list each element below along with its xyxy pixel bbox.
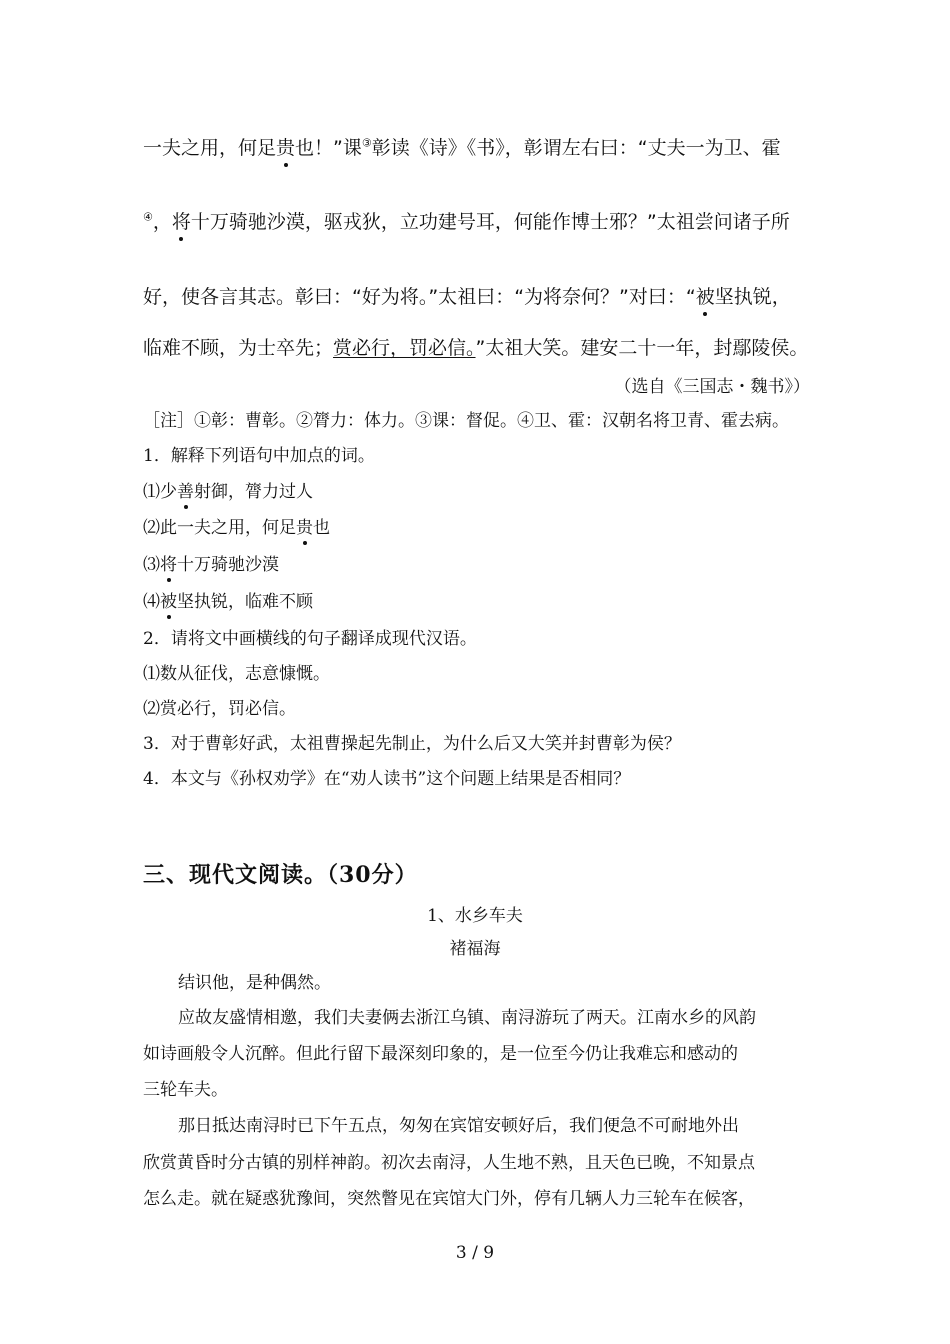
dotted-char: 贵 [296, 513, 313, 538]
dotted-char: 贵 [276, 133, 295, 160]
dotted-char: 将 [172, 207, 191, 234]
paragraph-2-line-3: 三轮车夫。 [143, 1080, 228, 1100]
passage-line-3: 好，使各言其志。彰曰：“好为将。”太祖曰：“为将奈何？”对曰：“被坚执锐， [143, 282, 791, 309]
underlined-sentence: 赏必行，罚必信。 [333, 337, 476, 359]
dotted-char: 被 [160, 587, 177, 612]
dotted-char: 被 [696, 282, 715, 309]
footnote-marker: ③ [361, 136, 372, 150]
passage-source: （选自《三国志・魏书》） [614, 377, 810, 397]
question-2: 2．请将文中画横线的句子翻译成现代汉语。 [143, 629, 477, 649]
question-2-2: ⑵赏必行，罚必信。 [143, 699, 296, 719]
article-author: 褚福海 [449, 939, 501, 959]
dotted-char: 将 [160, 550, 177, 575]
passage-line-1: 一夫之用，何足贵也！”课③彰读《诗》《书》，彰谓左右曰：“丈夫一为卫、霍 [143, 133, 781, 160]
paragraph-2-line-2: 如诗画般令人沉醉。但此行留下最深刻印象的，是一位至今仍让我难忘和感动的 [143, 1044, 738, 1064]
question-3: 3．对于曹彰好武，太祖曹操起先制止，为什么后又大笑并封曹彰为侯？ [143, 734, 681, 754]
paragraph-1: 结识他，是种偶然。 [178, 973, 331, 993]
question-1-1: ⑴少善射御，膂力过人 [143, 477, 313, 502]
paragraph-2-line-1: 应故友盛情相邀，我们夫妻俩去浙江乌镇、南浔游玩了两天。江南水乡的风韵 [178, 1008, 756, 1028]
passage-line-4: 临难不顾，为士卒先；赏必行，罚必信。”太祖大笑。建安二十一年，封鄢陵侯。 [143, 337, 809, 359]
passage-line-2: ④，将十万骑驰沙漠，驱戎狄，立功建号耳，何能作博士邪？”太祖尝问诸子所 [143, 207, 790, 234]
article-title: 1、水乡车夫 [427, 906, 523, 926]
question-1: 1．解释下列语句中加点的词。 [143, 446, 375, 466]
page-number: 3 / 9 [455, 1243, 495, 1263]
notes: ［注］①彰：曹彰。②膂力：体力。③课：督促。④卫、霍：汉朝名将卫青、霍去病。 [143, 411, 789, 431]
question-4: 4．本文与《孙权劝学》在“劝人读书”这个问题上结果是否相同？ [143, 769, 631, 789]
footnote-marker: ④ [143, 210, 153, 224]
paragraph-3-line-2: 欣赏黄昏时分古镇的别样神韵。初次去南浔，人生地不熟，且天色已晚，不知景点 [143, 1153, 755, 1173]
section-heading: 三、现代文阅读。（30分） [143, 862, 418, 888]
dotted-char: 善 [177, 477, 194, 502]
question-2-1: ⑴数从征伐，志意慷慨。 [143, 664, 330, 684]
question-1-4: ⑷被坚执锐，临难不顾 [143, 587, 313, 612]
question-1-3: ⑶将十万骑驰沙漠 [143, 550, 279, 575]
paragraph-3-line-3: 怎么走。就在疑惑犹豫间，突然瞥见在宾馆大门外，停有几辆人力三轮车在候客， [143, 1189, 755, 1209]
question-1-2: ⑵此一夫之用，何足贵也 [143, 513, 330, 538]
paragraph-3-line-1: 那日抵达南浔时已下午五点，匆匆在宾馆安顿好后，我们便急不可耐地外出 [178, 1116, 739, 1136]
